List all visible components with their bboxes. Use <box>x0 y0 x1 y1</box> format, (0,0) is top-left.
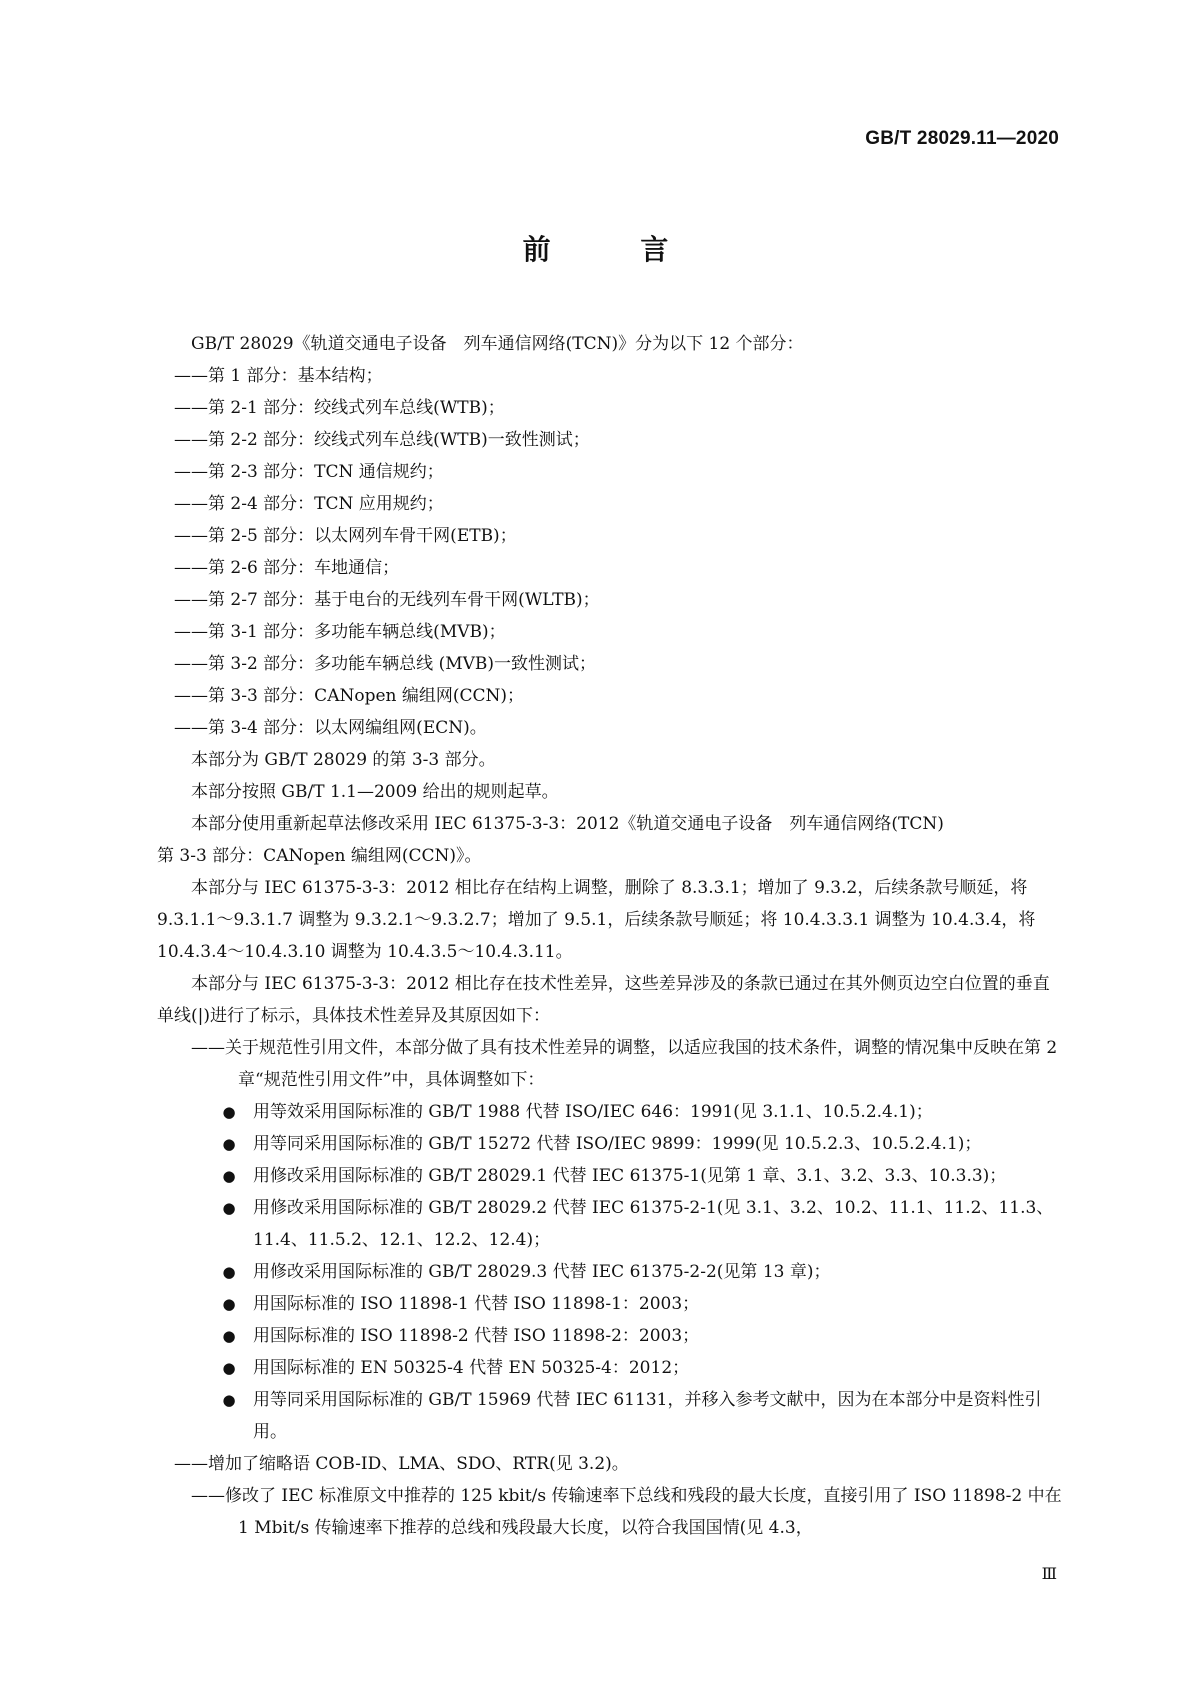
reference-bullet-item <box>157 1096 1062 1128</box>
page-number: Ⅲ <box>1041 1564 1057 1583</box>
reference-bullet-text: 用修改采用国际标准的 GB/T 28029.1 代替 IEC 61375-1(见第 1 章、3.1、3.2、3.3、10.3.3)； <box>253 1166 1007 1186</box>
reference-bullet-item <box>157 1256 1062 1288</box>
part-item: ——第 3-4 部分：以太网编组网(ECN)。 <box>174 718 487 738</box>
part-item: ——第 2-6 部分：车地通信； <box>174 558 400 578</box>
bullet-icon: ● <box>222 1263 236 1281</box>
intro-paragraph: GB/T 28029《轨道交通电子设备 列车通信网络(TCN)》分为以下 12 个部分： <box>191 334 804 354</box>
part-item: ——第 2-5 部分：以太网列车骨干网(ETB)； <box>174 526 517 546</box>
reference-bullet-text: 用修改采用国际标准的 GB/T 28029.2 代替 IEC 61375-2-1(见 3.1、3.2、10.2、11.1、11.2、11.3、11.4、11.5.2、12.1、12.2、12.4)； <box>253 1198 1054 1250</box>
drafting-rules-statement: 本部分按照 GB/T 1.1—2009 给出的规则起草。 <box>191 782 559 802</box>
reference-bullet-item <box>157 1288 1062 1320</box>
reference-bullet-item <box>157 1128 1062 1160</box>
reference-bullet-text: 用国际标准的 EN 50325-4 代替 EN 50325-4：2012； <box>253 1358 690 1378</box>
part-item: ——第 1 部分：基本结构； <box>174 366 383 386</box>
reference-bullet-text: 用等效采用国际标准的 GB/T 1988 代替 ISO/IEC 646：1991(见 3.1.1、10.5.2.4.1)； <box>253 1102 933 1122</box>
bullet-icon: ● <box>222 1295 236 1313</box>
part-item: ——第 2-7 部分：基于电台的无线列车骨干网(WLTB)； <box>174 590 600 610</box>
part-item: ——第 3-1 部分：多功能车辆总线(MVB)； <box>174 622 506 642</box>
reference-bullet-text: 用等同采用国际标准的 GB/T 15969 代替 IEC 61131，并移入参考文献中，因为在本部分中是资料性引用。 <box>253 1390 1042 1442</box>
reference-bullet-item <box>157 1352 1062 1384</box>
structure-difference-paragraph: 本部分与 IEC 61375-3-3：2012 相比存在结构上调整，删除了 8.3.3.1；增加了 9.3.2，后续条款号顺延，将 9.3.1.1～9.3.1.7 调整为 9.3.2.1～9.3.2.7；增加了 9.5.1，后续条款号顺延；将 10.4.3.3.1 调整为 10.4.3.4，将 10.4.3.4～10.4.3.10 调整为 10.4.3.5～10.4.3.11。 <box>157 878 1036 962</box>
reference-bullet-item <box>157 1320 1062 1352</box>
abbreviation-diff: ——增加了缩略语 COB-ID、LMA、SDO、RTR(见 3.2)。 <box>174 1454 629 1474</box>
part-item: ——第 2-1 部分：绞线式列车总线(WTB)； <box>174 398 505 418</box>
bullet-icon: ● <box>222 1359 236 1377</box>
bus-length-diff: ——修改了 IEC 标准原文中推荐的 125 kbit/s 传输速率下总线和残段的最大长度，直接引用了 ISO 11898-2 中在 1 Mbit/s 传输速率下推荐的总线和残段最大长度，以符合我国国情(见 4.3， <box>191 1486 1062 1538</box>
bullet-icon: ● <box>222 1199 236 1217</box>
part-item: ——第 3-2 部分：多功能车辆总线 (MVB)一致性测试； <box>174 654 597 674</box>
normative-reference-diff: ——关于规范性引用文件，本部分做了具有技术性差异的调整，以适应我国的技术条件，调整的情况集中反映在第 2 章“规范性引用文件”中，具体调整如下： <box>191 1038 1058 1090</box>
page-title: 前 言 <box>522 233 709 266</box>
reference-bullet-item <box>157 1160 1062 1192</box>
reference-bullet-text: 用等同采用国际标准的 GB/T 15272 代替 ISO/IEC 9899：1999(见 10.5.2.3、10.5.2.4.1)； <box>253 1134 982 1154</box>
part-item: ——第 2-2 部分：绞线式列车总线(WTB)一致性测试； <box>174 430 590 450</box>
part-item: ——第 2-4 部分：TCN 应用规约； <box>174 494 444 514</box>
adoption-paragraph-line1: 本部分使用重新起草法修改采用 IEC 61375-3-3：2012《轨道交通电子设备 列车通信网络(TCN) <box>191 814 944 834</box>
foreword-content <box>157 328 1062 1544</box>
bullet-icon: ● <box>222 1103 236 1121</box>
part-item: ——第 2-3 部分：TCN 通信规约； <box>174 462 444 482</box>
bullet-icon: ● <box>222 1167 236 1185</box>
reference-bullet-item <box>157 1192 1062 1256</box>
bullet-icon: ● <box>222 1135 236 1153</box>
reference-bullet-text: 用修改采用国际标准的 GB/T 28029.3 代替 IEC 61375-2-2(见第 13 章)； <box>253 1262 831 1282</box>
reference-bullet-item <box>157 1384 1062 1448</box>
reference-bullet-text: 用国际标准的 ISO 11898-1 代替 ISO 11898-1：2003； <box>253 1294 700 1314</box>
part-statement: 本部分为 GB/T 28029 的第 3-3 部分。 <box>191 750 496 770</box>
standard-code: GB/T 28029.11—2020 <box>865 128 1059 149</box>
adoption-paragraph-line2: 第 3-3 部分：CANopen 编组网(CCN)》。 <box>157 846 482 866</box>
part-item: ——第 3-3 部分：CANopen 编组网(CCN)； <box>174 686 525 706</box>
bullet-icon: ● <box>222 1391 236 1409</box>
bullet-icon: ● <box>222 1327 236 1345</box>
reference-bullet-text: 用国际标准的 ISO 11898-2 代替 ISO 11898-2：2003； <box>253 1326 700 1346</box>
technical-difference-paragraph: 本部分与 IEC 61375-3-3：2012 相比存在技术性差异，这些差异涉及的条款已通过在其外侧页边空白位置的垂直单线(|)进行了标示，具体技术性差异及其原因如下： <box>157 974 1050 1026</box>
